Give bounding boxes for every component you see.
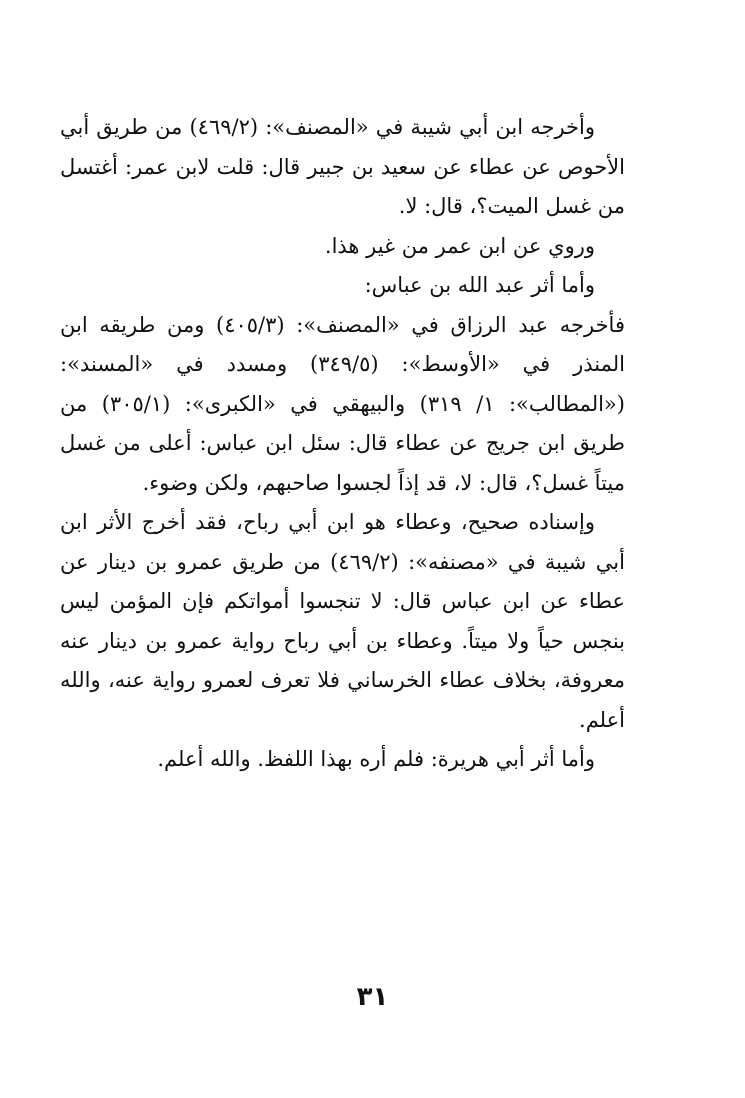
paragraph-abd-al-razzaq: فأخرجه عبد الرزاق في «المصنف»: (٤٠٥/٣) ومن طريقه ابن المنذر في «الأوسط»: (٣٤٩/٥) ومسدد في «المسند»: («المطالب»: ١/ ٣١٩) والبيهقي في «الكبرى»: (٣٠٥/١) من طريق ابن جريج عن عطاء قال: سئل ابن عباس: أعلى من غسل ميتاً غسل؟، قال: لا، قد إذاً لجسوا صاحبهم، ولكن وضوء.: [60, 312, 625, 495]
body-text: [60, 108, 625, 780]
paragraph-ibn-abbas-heading: وأما أثر عبد الله بن عباس:: [364, 273, 595, 297]
paragraph-abu-hurayra: وأما أثر أبي هريرة: فلم أره بهذا اللفظ. والله أعلم.: [157, 747, 595, 771]
paragraph-isnad-sahih: وإسناده صحيح، وعطاء هو ابن أبي رباح، فقد أخرج الأثر ابن أبي شيبة في «مصنفه»: (٤٦٩/٢) من طريق عمرو بن دينار عن عطاء عن ابن عباس قال: لا تنجسوا أمواتكم فإن المؤمن ليس بنجس حياً ولا ميتاً. وعطاء بن أبي رباح رواية عمرو بن دينار عنه معروفة، بخلاف عطاء الخرساني فلا تعرف لعمرو رواية عنه، والله أعلم.: [60, 510, 625, 732]
paragraph-ibn-umar-other: وروي عن ابن عمر من غير هذا.: [324, 233, 595, 258]
paragraph-ibn-abi-shayba: وأخرجه ابن أبي شيبة في «المصنف»: (٤٦٩/٢) من طريق أبي الأحوص عن عطاء عن سعيد بن جبير قال: قلت لابن عمر: أغتسل من غسل الميت؟، قال: لا.: [60, 115, 625, 218]
page-number: ٣١: [356, 982, 389, 1012]
